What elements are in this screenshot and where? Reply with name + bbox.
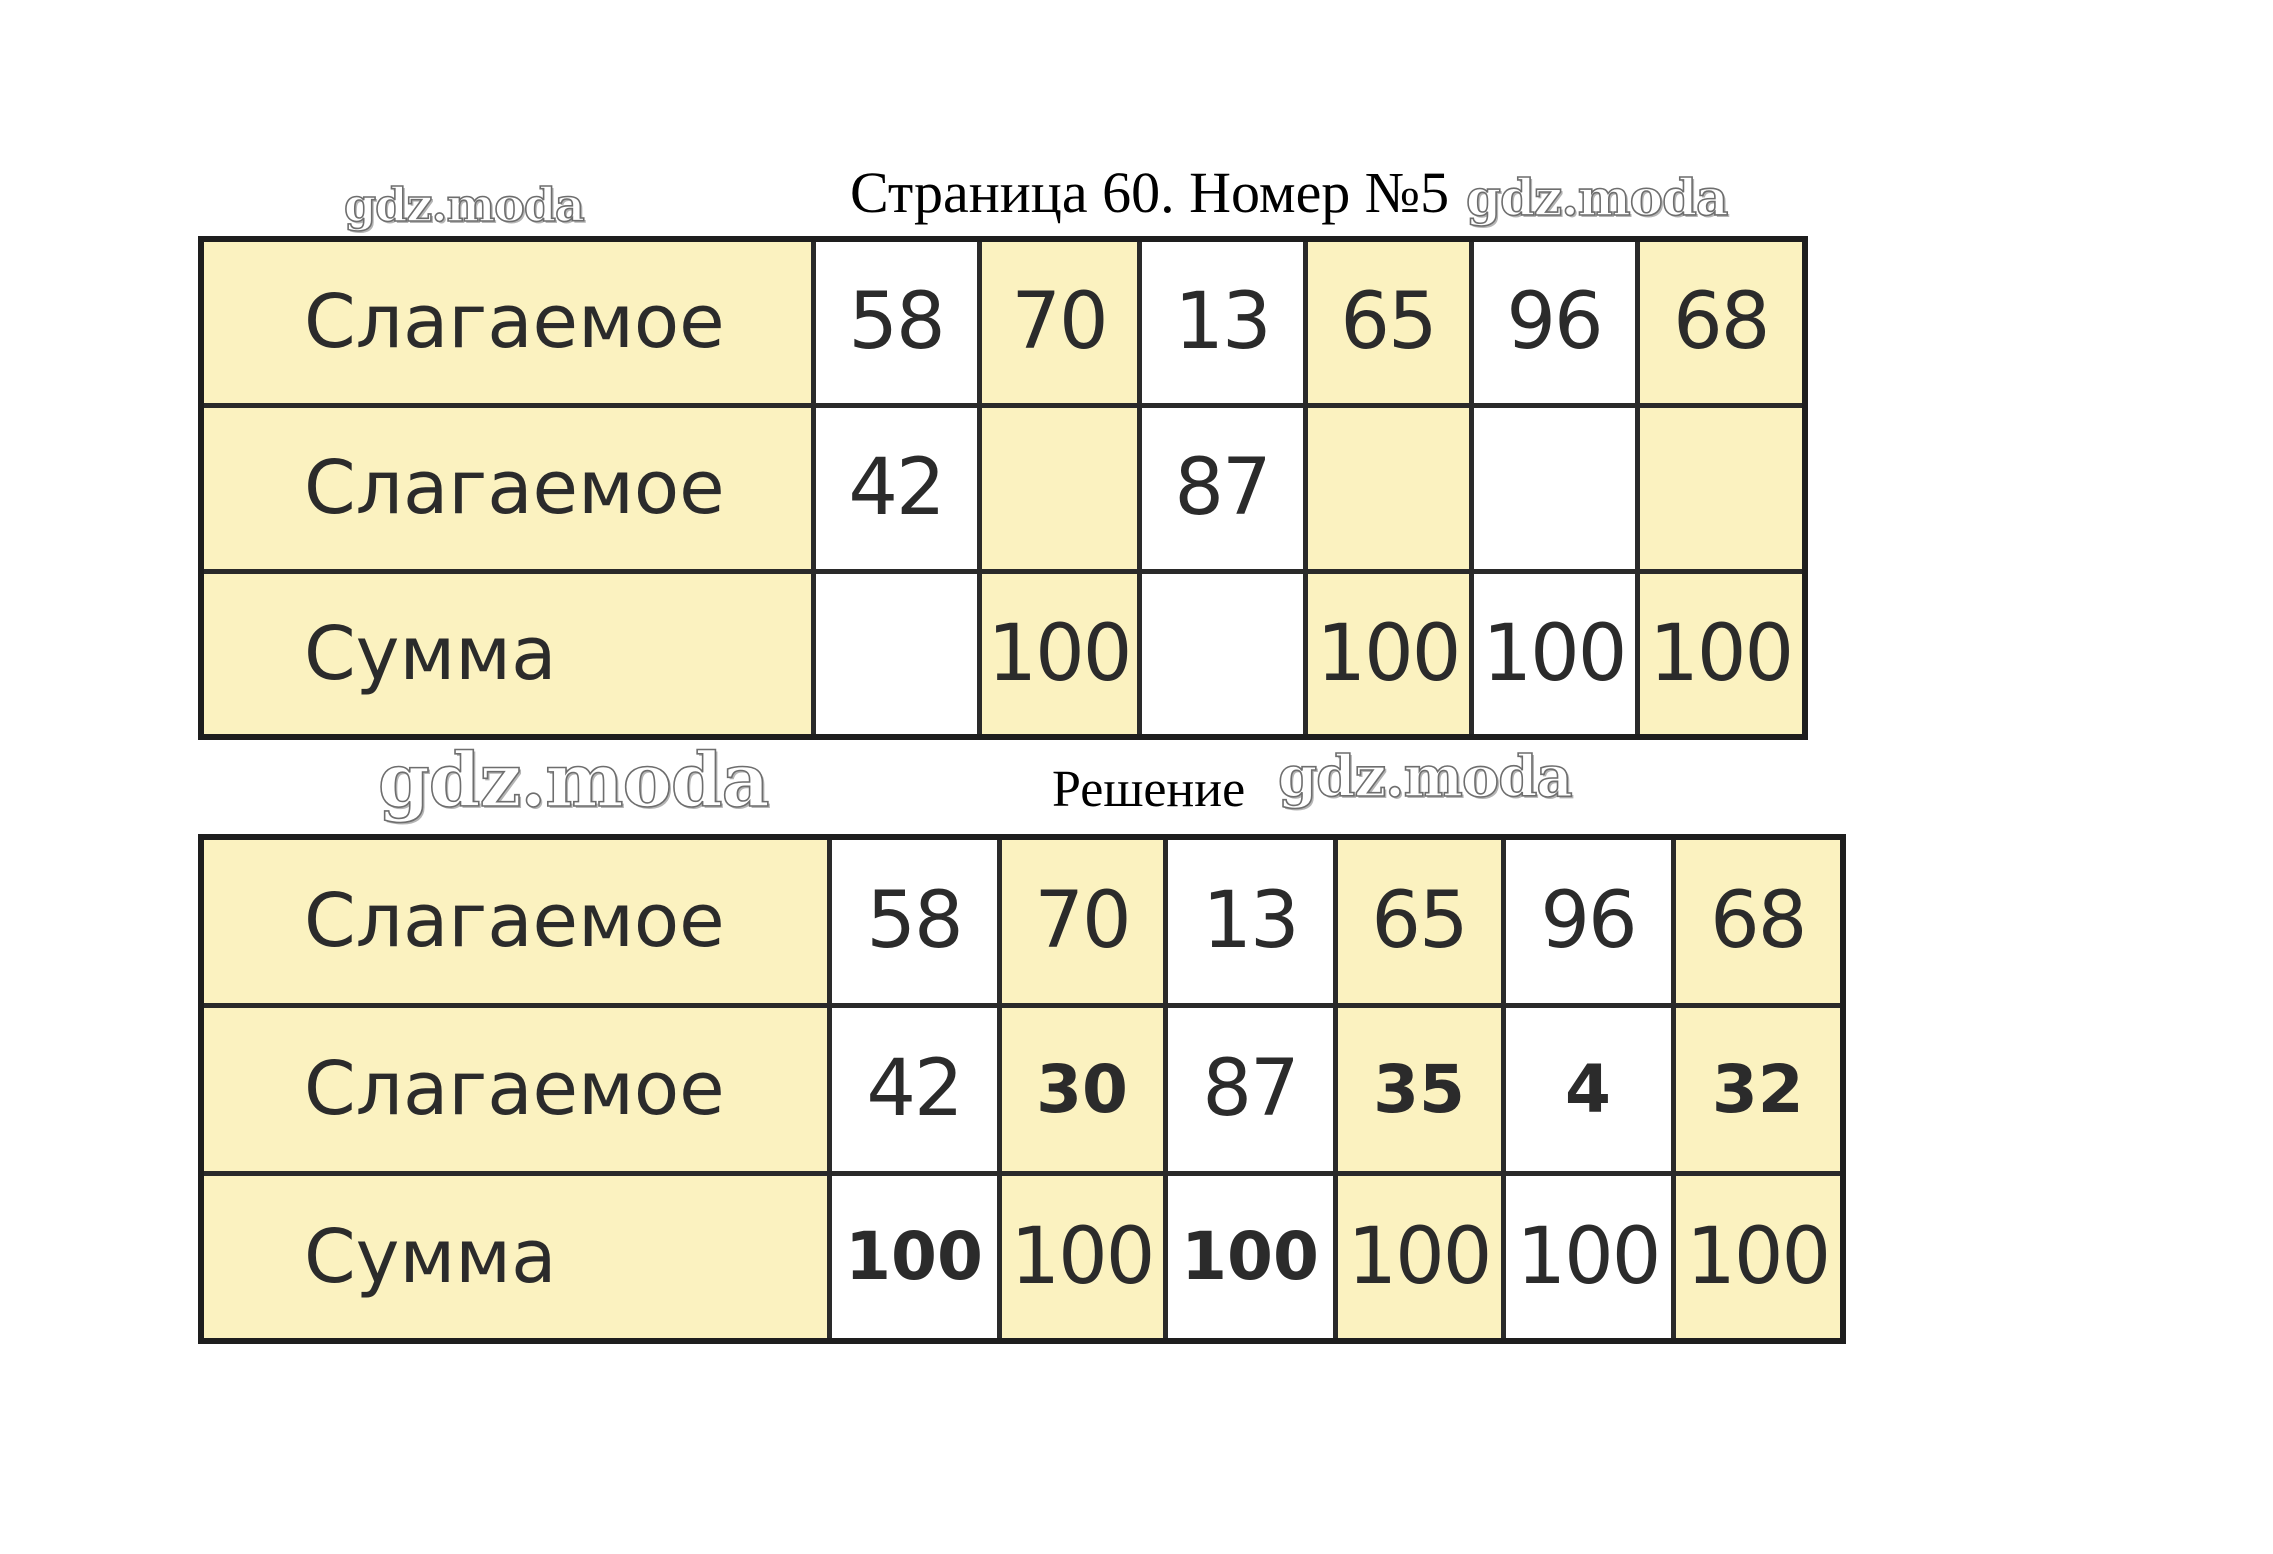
table-cell: 100 <box>1305 571 1471 737</box>
table-cell: 70 <box>999 837 1165 1005</box>
table-cell <box>1471 405 1637 571</box>
answer-cell: 35 <box>1335 1005 1503 1173</box>
table-cell: 68 <box>1637 239 1805 405</box>
table-cell: 87 <box>1139 405 1305 571</box>
table-cell: 100 <box>1503 1173 1673 1341</box>
table-row <box>201 571 1805 737</box>
table-cell: 58 <box>813 239 979 405</box>
solution-table <box>198 834 1846 1344</box>
table-cell: 42 <box>829 1005 999 1173</box>
answer-cell: 30 <box>999 1005 1165 1173</box>
table-cell: 100 <box>1637 571 1805 737</box>
table-cell <box>1139 571 1305 737</box>
table-cell: 13 <box>1139 239 1305 405</box>
answer-cell: 100 <box>829 1173 999 1341</box>
table-cell: 100 <box>979 571 1139 737</box>
table-cell: 96 <box>1471 239 1637 405</box>
table-cell <box>979 405 1139 571</box>
solution-heading: Решение <box>1052 761 1246 818</box>
row-label: Слагаемое <box>201 239 813 405</box>
table-cell: 70 <box>979 239 1139 405</box>
table-cell: 65 <box>1335 837 1503 1005</box>
task-table <box>198 236 1808 740</box>
row-label: Слагаемое <box>201 405 813 571</box>
table-row <box>201 1005 1843 1173</box>
table-row <box>201 405 1805 571</box>
table-cell <box>1637 405 1805 571</box>
answer-cell: 100 <box>1165 1173 1335 1341</box>
table-cell: 68 <box>1673 837 1843 1005</box>
answer-cell: 32 <box>1673 1005 1843 1173</box>
row-label: Слагаемое <box>201 1005 829 1173</box>
table-cell <box>1305 405 1471 571</box>
table-cell: 42 <box>813 405 979 571</box>
answer-cell: 4 <box>1503 1005 1673 1173</box>
table-cell: 58 <box>829 837 999 1005</box>
table-cell: 65 <box>1305 239 1471 405</box>
row-label: Сумма <box>201 571 813 737</box>
table-cell: 100 <box>999 1173 1165 1341</box>
row-label: Сумма <box>201 1173 829 1341</box>
table-cell: 87 <box>1165 1005 1335 1173</box>
table-cell: 100 <box>1335 1173 1503 1341</box>
page-title: Страница 60. Номер №5 <box>850 160 1450 225</box>
watermark-logo: gdz.moda <box>344 178 584 232</box>
watermark-logo: gdz.moda <box>378 738 769 824</box>
table-row <box>201 239 1805 405</box>
table-cell <box>813 571 979 737</box>
table-cell: 100 <box>1471 571 1637 737</box>
row-label: Слагаемое <box>201 837 829 1005</box>
table-cell: 96 <box>1503 837 1673 1005</box>
watermark-logo: gdz.moda <box>1466 168 1728 227</box>
table-cell: 100 <box>1673 1173 1843 1341</box>
table-row <box>201 837 1843 1005</box>
table-cell: 13 <box>1165 837 1335 1005</box>
table-row <box>201 1173 1843 1341</box>
watermark-logo: gdz.moda <box>1278 744 1572 810</box>
